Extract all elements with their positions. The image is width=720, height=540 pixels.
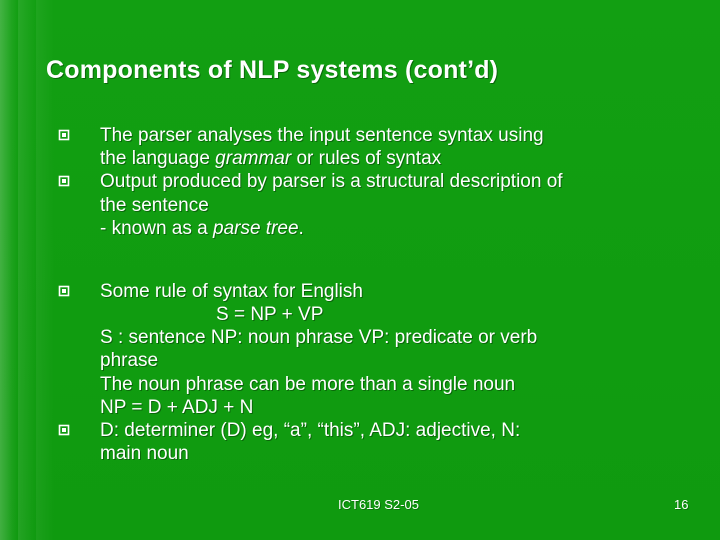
bullet-2-line-1: Output produced by parser is a structural description of [100,171,563,193]
bullet-3-line-5: The noun phrase can be more than a single noun [100,373,516,395]
bullet-3-line-2: S = NP + VP [216,304,324,326]
bullet-point-2 [58,170,698,240]
bullet-3-line-4: phrase [100,350,159,372]
bullet-3-line-6: NP = D + ADJ + N [100,396,254,418]
bullet-2-line-3-emphasis: parse tree [213,217,299,239]
background-stripe [18,0,36,540]
bullet-2-line-3 [100,217,698,240]
bullet-1-line-2-emphasis: grammar [215,148,292,170]
square-bullet-icon [58,424,70,436]
bullet-1-line-2 [100,147,698,170]
bullet-2-line-3-part-1: - known as a [100,217,213,239]
background-stripe [0,0,18,540]
footer-page-number: 16 [674,497,689,512]
bullet-2-line-2: the sentence [100,194,209,216]
bullet-point-1 [58,124,698,170]
bullet-4-line-1: D: determiner (D) eg, “a”, “this”, ADJ: adjective, N: [100,419,521,441]
square-bullet-icon [58,175,70,187]
square-bullet-icon [58,285,70,297]
bullet-1-line-2-part-3: or rules of syntax [291,148,442,170]
bullet-point-3 [58,280,698,419]
bullet-4-line-2: main noun [100,443,189,465]
bullet-3-line-1: Some rule of syntax for English [100,280,363,302]
bullet-1-line-2-part-1: the language [100,148,216,170]
bullet-3-line-3: S : sentence NP: noun phrase VP: predicate or verb [100,327,538,349]
slide-title: Components of NLP systems (cont’d) [46,56,499,84]
title-divider [20,102,720,103]
slide-content [58,124,698,465]
bullet-2-line-3-part-3: . [298,217,304,239]
square-bullet-icon [58,129,70,141]
footer-course-code: ICT619 S2-05 [338,497,419,512]
bullet-point-4 [58,419,698,465]
bullet-1-line-1: The parser analyses the input sentence syntax using [100,125,544,146]
